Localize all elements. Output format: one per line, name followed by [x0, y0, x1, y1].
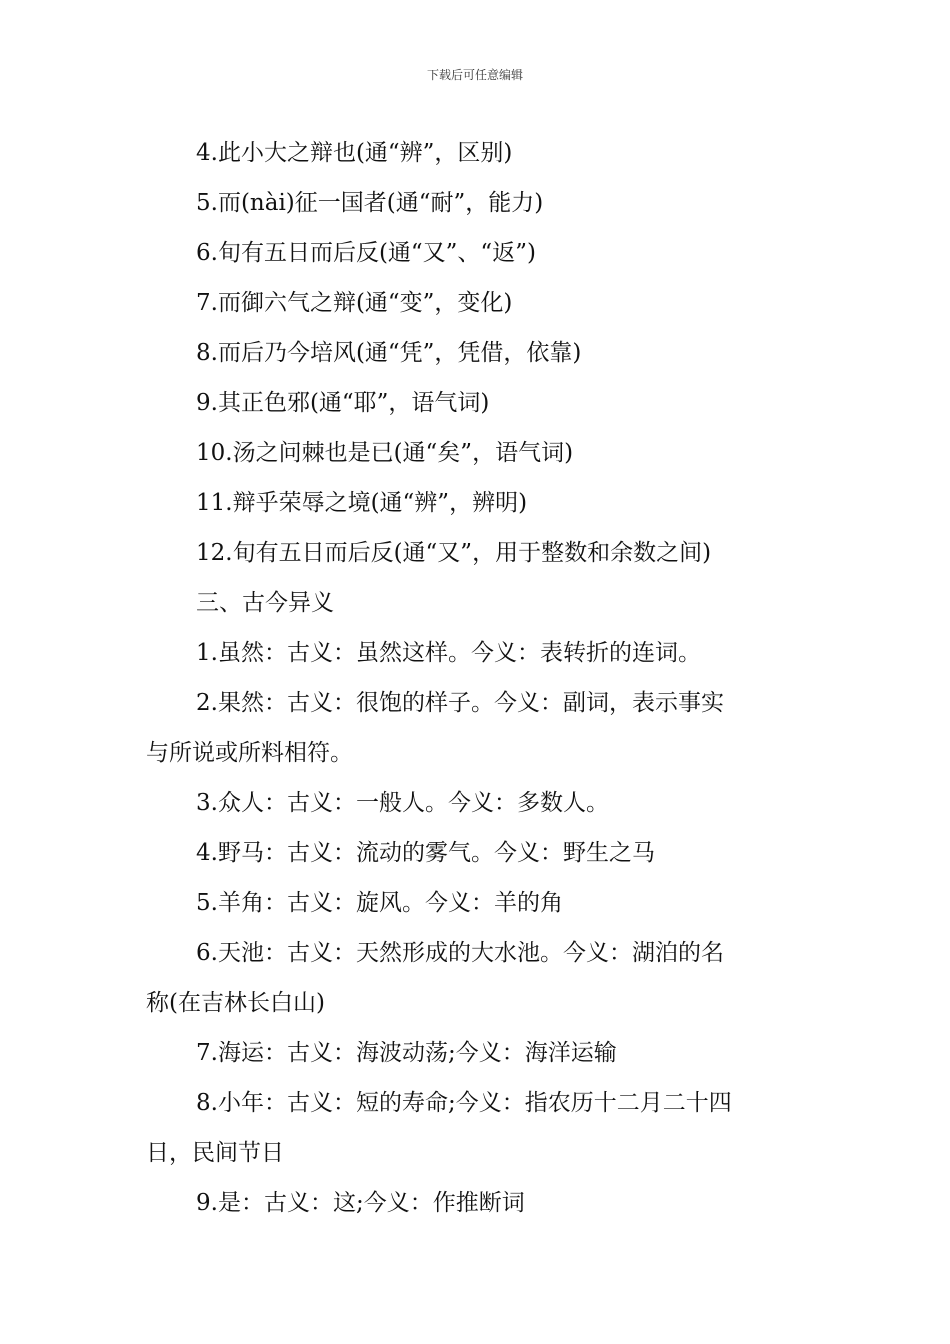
section-heading-gujin-yiyi: 三、古今异义	[196, 590, 334, 616]
tongjia-item-9: 9.其正色邪(通“耶”，语气词)	[196, 390, 490, 416]
tongjia-item-8: 8.而后乃今培风(通“凭”，凭借，依靠)	[196, 340, 582, 366]
tongjia-item-12: 12.旬有五日而后反(通“又”，用于整数和余数之间)	[196, 540, 712, 566]
yiyi-item-3: 3.众人：古义：一般人。今义：多数人。	[196, 790, 609, 816]
tongjia-item-11: 11.辩乎荣辱之境(通“辨”，辨明)	[196, 490, 528, 516]
tongjia-item-6: 6.旬有五日而后反(通“又”、“返”)	[196, 240, 536, 266]
yiyi-item-8-continued: 日，民间节日	[146, 1140, 284, 1166]
document-body	[146, 128, 810, 1228]
yiyi-item-6: 6.天池：古义：天然形成的大水池。今义：湖泊的名	[196, 940, 724, 966]
tongjia-item-10: 10.汤之问棘也是已(通“矣”，语气词)	[196, 440, 574, 466]
tongjia-item-5: 5.而(nài)征一国者(通“耐”，能力)	[196, 190, 544, 216]
yiyi-item-2: 2.果然：古义：很饱的样子。今义：副词，表示事实	[196, 690, 724, 716]
tongjia-item-7: 7.而御六气之辩(通“变”，变化)	[196, 290, 513, 316]
yiyi-item-2-continued: 与所说或所料相符。	[146, 740, 353, 766]
yiyi-item-5: 5.羊角：古义：旋风。今义：羊的角	[196, 890, 563, 916]
yiyi-item-4: 4.野马：古义：流动的雾气。今义：野生之马	[196, 840, 655, 866]
page-header: 下载后可任意编辑	[426, 68, 523, 82]
tongjia-item-4: 4.此小大之辩也(通“辨”，区别)	[196, 140, 513, 166]
yiyi-item-7: 7.海运：古义：海波动荡;今义：海洋运输	[196, 1040, 617, 1066]
yiyi-item-6-continued: 称(在吉林长白山)	[146, 990, 325, 1016]
yiyi-item-8: 8.小年：古义：短的寿命;今义：指农历十二月二十四	[196, 1090, 732, 1116]
yiyi-item-1: 1.虽然：古义：虽然这样。今义：表转折的连词。	[196, 640, 701, 666]
yiyi-item-9: 9.是：古义：这;今义：作推断词	[196, 1190, 525, 1216]
